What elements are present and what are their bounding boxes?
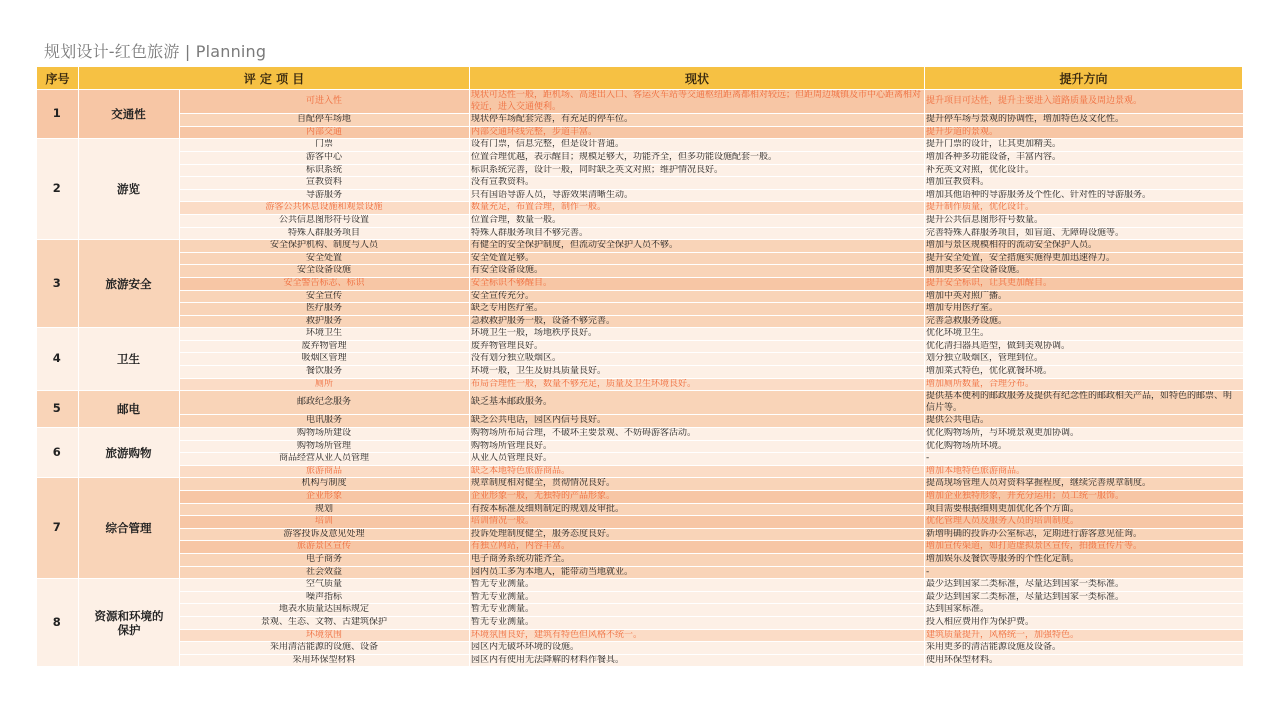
status-cell: 投诉处理制度健全，服务态度良好。 [470,528,925,541]
upgrade-cell: 提升安全标识，让其更加醒目。 [925,277,1243,290]
item-cell: 餐饮服务 [180,366,470,379]
table-row [37,114,1243,127]
group-number: 4 [37,328,79,391]
table-row [37,340,1243,353]
item-cell: 废弃物管理 [180,340,470,353]
table-row [37,202,1243,215]
item-cell: 安全设备设施 [180,265,470,278]
item-cell: 社会效益 [180,566,470,579]
table-row [37,579,1243,592]
table-row [37,353,1243,366]
item-cell: 救护服务 [180,315,470,328]
upgrade-cell: 最少达到国家二类标准，尽量达到国家一类标准。 [925,591,1243,604]
upgrade-cell: 划分独立吸烟区，管理到位。 [925,353,1243,366]
upgrade-cell: 增加宣传渠道，如打造虚拟景区宣传，拍摄宣传片等。 [925,541,1243,554]
upgrade-cell: 提供基本便利的邮政服务及提供有纪念性的邮政相关产品，如特色的邮票、明信片等。 [925,391,1243,415]
upgrade-cell: 增加更多安全设备设施。 [925,265,1243,278]
item-cell: 电子商务 [180,553,470,566]
table-row [37,378,1243,391]
item-cell: 购物场所建设 [180,428,470,441]
upgrade-cell: 提升制作质量，优化设计。 [925,202,1243,215]
table-row [37,189,1243,202]
status-cell: 数量充足，布置合理，制作一般。 [470,202,925,215]
upgrade-cell: 提升门票的设计，让其更加精美。 [925,139,1243,152]
item-cell: 培训 [180,516,470,529]
group-category: 资源和环境的保护 [79,579,180,667]
upgrade-cell: 增加娱乐及餐饮等服务的个性化定制。 [925,553,1243,566]
status-cell: 位置合理，数量一般。 [470,214,925,227]
table-row [37,440,1243,453]
item-cell: 安全宣传 [180,290,470,303]
header-upgrade: 提升方向 [925,67,1243,90]
group-category: 综合管理 [79,478,180,579]
group-category: 卫生 [79,328,180,391]
item-cell: 安全保护机构、制度与人员 [180,240,470,253]
table-row [37,629,1243,642]
group-category: 邮电 [79,391,180,428]
upgrade-cell: 增加与景区规模相符的流动安全保护人员。 [925,240,1243,253]
table-row [37,453,1243,466]
group-number: 8 [37,579,79,667]
status-cell: 缺乏专用医疗室。 [470,303,925,316]
status-cell: 有按本标准及细则制定的规划及审批。 [470,503,925,516]
status-cell: 布局合理性一般，数量不够充足，质量及卫生环境良好。 [470,378,925,391]
status-cell: 设有门票，信息完整，但是设计普通。 [470,139,925,152]
group-number: 3 [37,240,79,328]
status-cell: 缺乏本地特色旅游商品。 [470,465,925,478]
item-cell: 采用环保型材料 [180,654,470,667]
status-cell: 园内员工多为本地人，能带动当地就业。 [470,566,925,579]
status-cell: 企业形象一般，无独特的产品形象。 [470,491,925,504]
status-cell: 位置合理优越，表示醒目；规模足够大，功能齐全，但多功能设施配套一般。 [470,151,925,164]
upgrade-cell: 优化环境卫生。 [925,328,1243,341]
upgrade-cell: 增加中英对照广播。 [925,290,1243,303]
group-category: 旅游购物 [79,428,180,478]
table-row [37,428,1243,441]
upgrade-cell: 增加宣教资料。 [925,177,1243,190]
upgrade-cell: 优化管理人员及服务人员的培训制度。 [925,516,1243,529]
status-cell: 安全标识不够醒目。 [470,277,925,290]
item-cell: 企业形象 [180,491,470,504]
item-cell: 机构与制度 [180,478,470,491]
status-cell: 缺乏公共电话，园区内信号良好。 [470,415,925,428]
item-cell: 特殊人群服务项目 [180,227,470,240]
item-cell: 空气质量 [180,579,470,592]
upgrade-cell: 增加专用医疗室。 [925,303,1243,316]
group-number: 6 [37,428,79,478]
upgrade-cell: 提升步道的景观。 [925,126,1243,139]
item-cell: 门票 [180,139,470,152]
table-row [37,139,1243,152]
table-row [37,553,1243,566]
page-title: 规划设计-红色旅游 | Planning [44,42,267,61]
status-cell: 缺乏基本邮政服务。 [470,391,925,415]
table-row [37,415,1243,428]
status-cell: 有健全的安全保护制度，但流动安全保护人员不够。 [470,240,925,253]
header-item: 评 定 项 目 [79,67,470,90]
table-row [37,315,1243,328]
table-row [37,277,1243,290]
upgrade-cell: 增加其他语种的导游服务及个性化、针对性的导游服务。 [925,189,1243,202]
item-cell: 商品经营从业人员管理 [180,453,470,466]
status-cell: 暂无专业测量。 [470,604,925,617]
status-cell: 暂无专业测量。 [470,616,925,629]
table-row [37,604,1243,617]
status-cell: 没有宣教资料。 [470,177,925,190]
upgrade-cell: 提供公共电话。 [925,415,1243,428]
status-cell: 标识系统完善，设计一般，同时缺乏英文对照；维护情况良好。 [470,164,925,177]
table-row [37,391,1243,415]
item-cell: 旅游景区宣传 [180,541,470,554]
item-cell: 旅游商品 [180,465,470,478]
evaluation-table-container [36,66,1242,667]
status-cell: 电子商务系统功能齐全。 [470,553,925,566]
item-cell: 购物场所管理 [180,440,470,453]
group-number: 2 [37,139,79,240]
upgrade-cell: 增加菜式特色，优化就餐环境。 [925,366,1243,379]
upgrade-cell: 优化清扫器具造型，做到美观协调。 [925,340,1243,353]
status-cell: 特殊人群服务项目不够完善。 [470,227,925,240]
status-cell: 暂无专业测量。 [470,579,925,592]
table-row [37,151,1243,164]
table-row [37,303,1243,316]
table-body [37,90,1243,667]
status-cell: 废弃物管理良好。 [470,340,925,353]
table-row [37,328,1243,341]
status-cell: 环境一般，卫生及厨具质量良好。 [470,366,925,379]
upgrade-cell: 提升公共信息图形符号数量。 [925,214,1243,227]
table-row [37,214,1243,227]
upgrade-cell: 增加厕所数量，合理分布。 [925,378,1243,391]
item-cell: 公共信息图形符号设置 [180,214,470,227]
upgrade-cell: 增加各种多功能设备，丰富内容。 [925,151,1243,164]
group-category: 游览 [79,139,180,240]
upgrade-cell: 增加企业独特形象，并充分运用；员工统一服饰。 [925,491,1243,504]
table-row [37,177,1243,190]
header-num: 序号 [37,67,79,90]
status-cell: 安全宣传充分。 [470,290,925,303]
status-cell: 规章制度相对健全，贯彻情况良好。 [470,478,925,491]
table-row [37,491,1243,504]
item-cell: 安全处置 [180,252,470,265]
status-cell: 暂无专业测量。 [470,591,925,604]
table-row [37,616,1243,629]
upgrade-cell: 完善特殊人群服务项目，如盲道、无障碍设施等。 [925,227,1243,240]
item-cell: 标识系统 [180,164,470,177]
table-header-row [37,67,1243,90]
upgrade-cell: 提升安全处置，安全措施实施得更加迅速得力。 [925,252,1243,265]
upgrade-cell: 优化购物场所，与环境景观更加协调。 [925,428,1243,441]
table-row [37,478,1243,491]
item-cell: 规划 [180,503,470,516]
item-cell: 采用清洁能源的设施、设备 [180,642,470,655]
group-number: 5 [37,391,79,428]
status-cell: 有独立网站，内容丰富。 [470,541,925,554]
group-number: 7 [37,478,79,579]
evaluation-table [36,66,1243,667]
upgrade-cell: 建筑质量提升，风格统一，加强特色。 [925,629,1243,642]
table-row [37,252,1243,265]
table-row [37,642,1243,655]
item-cell: 宣教资料 [180,177,470,190]
status-cell: 从业人员管理良好。 [470,453,925,466]
upgrade-cell: - [925,453,1243,466]
upgrade-cell: 新增明确的投诉办公室标志，定期进行游客意见征询。 [925,528,1243,541]
table-row [37,126,1243,139]
upgrade-cell: 完善急救服务设施。 [925,315,1243,328]
status-cell: 内部交通环线完整，步道丰富。 [470,126,925,139]
item-cell: 安全警告标志、标识 [180,277,470,290]
table-row [37,528,1243,541]
status-cell: 安全处置足够。 [470,252,925,265]
item-cell: 游客投诉及意见处理 [180,528,470,541]
table-row [37,591,1243,604]
item-cell: 游客中心 [180,151,470,164]
upgrade-cell: 增加本地特色旅游商品。 [925,465,1243,478]
upgrade-cell: 优化购物场所环境。 [925,440,1243,453]
upgrade-cell: 最少达到国家二类标准，尽量达到国家一类标准。 [925,579,1243,592]
item-cell: 医疗服务 [180,303,470,316]
group-number: 1 [37,90,79,139]
status-cell: 购物场所布局合理，不破坏主要景观、不妨碍游客活动。 [470,428,925,441]
table-row [37,503,1243,516]
item-cell: 吸烟区管理 [180,353,470,366]
status-cell: 环境卫生一般，场地秩序良好。 [470,328,925,341]
status-cell: 现状停车场配套完善，有充足的停车位。 [470,114,925,127]
status-cell: 急救救护服务一般，设备不够完善。 [470,315,925,328]
item-cell: 邮政纪念服务 [180,391,470,415]
item-cell: 导游服务 [180,189,470,202]
item-cell: 可进入性 [180,90,470,114]
item-cell: 内部交通 [180,126,470,139]
table-row [37,516,1243,529]
table-row [37,366,1243,379]
status-cell: 环境氛围良好，建筑有特色但风格不统一。 [470,629,925,642]
table-row [37,90,1243,114]
item-cell: 地表水质量达国标规定 [180,604,470,617]
item-cell: 景观、生态、文物、古建筑保护 [180,616,470,629]
status-cell: 只有国语导游人员，导游效果清晰生动。 [470,189,925,202]
header-status: 现状 [470,67,925,90]
upgrade-cell: 采用更多的清洁能源设施及设备。 [925,642,1243,655]
upgrade-cell: 提升项目可达性，提升主要进入道路质量及周边景观。 [925,90,1243,114]
status-cell: 没有划分独立吸烟区。 [470,353,925,366]
group-category: 旅游安全 [79,240,180,328]
status-cell: 有安全设备设施。 [470,265,925,278]
table-row [37,541,1243,554]
item-cell: 环境氛围 [180,629,470,642]
upgrade-cell: 使用环保型材料。 [925,654,1243,667]
table-row [37,654,1243,667]
status-cell: 园区内有使用无法降解的材料作餐具。 [470,654,925,667]
table-row [37,240,1243,253]
upgrade-cell: 提高现场管理人员对资料掌握程度，继续完善规章制度。 [925,478,1243,491]
upgrade-cell: 项目需要根据细则更加优化各个方面。 [925,503,1243,516]
item-cell: 环境卫生 [180,328,470,341]
status-cell: 购物场所管理良好。 [470,440,925,453]
item-cell: 游客公共休息设施和观景设施 [180,202,470,215]
upgrade-cell: 提升停车场与景观的协调性，增加特色及文化性。 [925,114,1243,127]
item-cell: 自配停车场地 [180,114,470,127]
item-cell: 噪声指标 [180,591,470,604]
status-cell: 培训情况一般。 [470,516,925,529]
upgrade-cell: 补充英文对照，优化设计。 [925,164,1243,177]
group-category: 交通性 [79,90,180,139]
upgrade-cell: - [925,566,1243,579]
table-row [37,227,1243,240]
table-row [37,290,1243,303]
upgrade-cell: 投入相应费用作为保护费。 [925,616,1243,629]
item-cell: 厕所 [180,378,470,391]
table-row [37,265,1243,278]
status-cell: 现状可达性一般，距机场、高速出入口、客运火车站等交通枢纽距离都相对较远；但距周边城镇及市中心距离相对较近，进入交通便利。 [470,90,925,114]
table-row [37,465,1243,478]
upgrade-cell: 达到国家标准。 [925,604,1243,617]
table-row [37,164,1243,177]
item-cell: 电讯服务 [180,415,470,428]
status-cell: 园区内无破坏环境的设施。 [470,642,925,655]
table-row [37,566,1243,579]
